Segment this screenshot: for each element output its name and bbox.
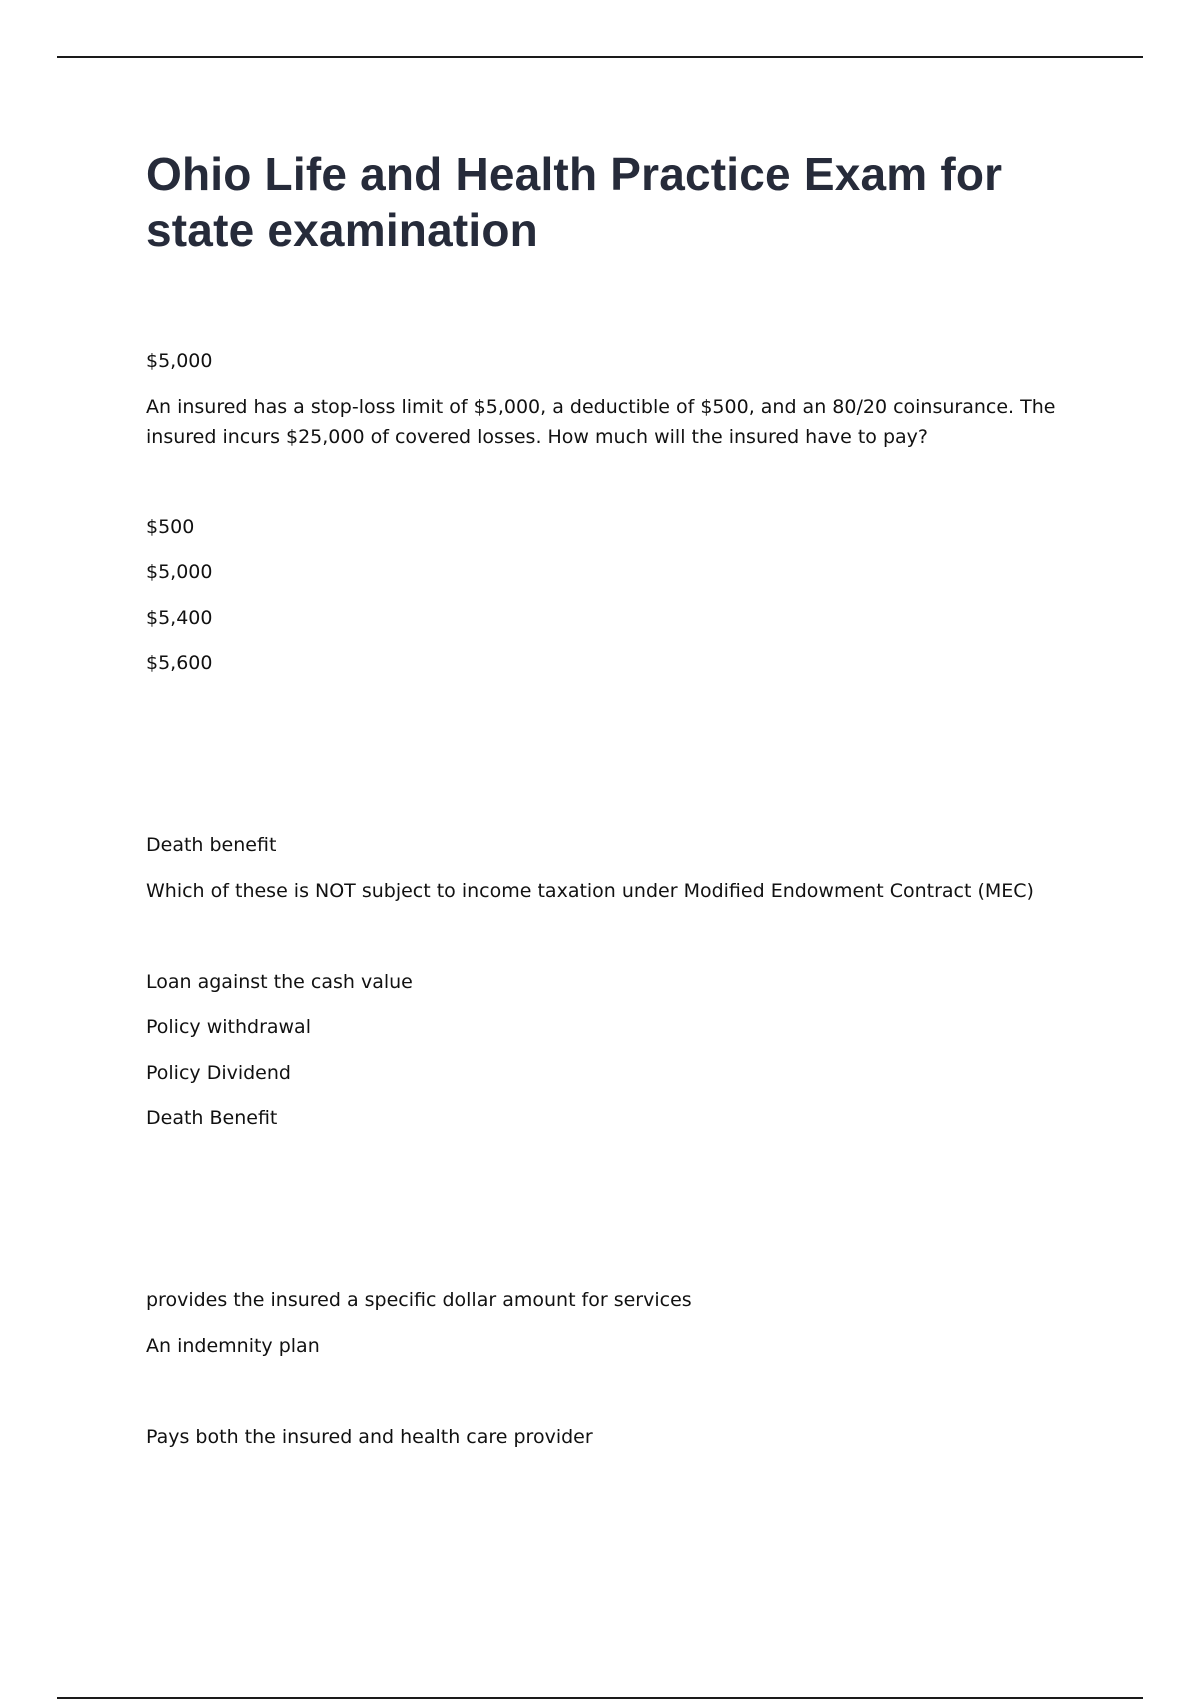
footer-divider (57, 1697, 1143, 1699)
answer-text: $5,000 (146, 350, 213, 372)
option-text: Death Benefit (146, 1107, 278, 1129)
option-text: Pays both the insured and health care provider (146, 1426, 593, 1448)
question-text: Which of these is NOT subject to income taxation under Modified Endowment Contract (MEC) (146, 880, 1034, 902)
header-divider (57, 56, 1143, 58)
answer-text: Death benefit (146, 834, 277, 856)
option-text: $5,000 (146, 561, 213, 583)
option-text: Policy Dividend (146, 1062, 291, 1084)
option-text: Policy withdrawal (146, 1016, 311, 1038)
option-text: $5,400 (146, 607, 213, 629)
option-text: $5,600 (146, 652, 213, 674)
option-text: $500 (146, 516, 195, 538)
question-text: An insured has a stop-loss limit of $5,000, a deductible of $500, and an 80/20 coinsurance. The insured incurs $25,000 of covered losses. How much will the insured have to pay? (146, 396, 1056, 448)
page-title: Ohio Life and Health Practice Exam for state examination (146, 148, 1003, 256)
answer-text: provides the insured a specific dollar amount for services (146, 1289, 692, 1311)
option-text: Loan against the cash value (146, 971, 413, 993)
question-text: An indemnity plan (146, 1335, 320, 1357)
